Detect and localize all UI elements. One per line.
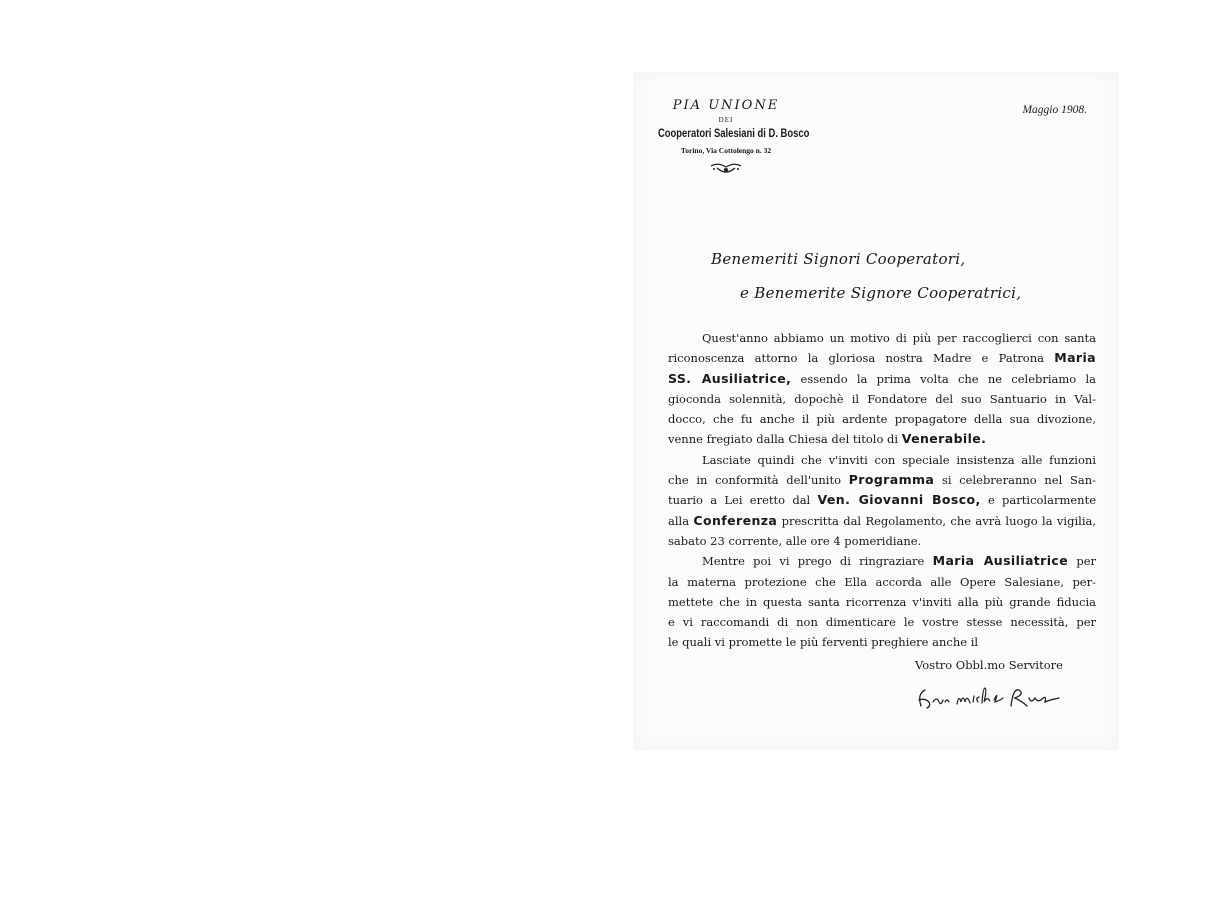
body-line: mettete che in questa santa ricorrenza v'inviti alla più grande fiducia <box>668 594 1096 609</box>
highlight-text: Ven. Giovanni Bosco, <box>817 492 981 508</box>
letterhead-union: PIA UNIONE <box>672 98 780 113</box>
closing-line: Vostro Obbl.mo Servitore <box>915 658 1063 672</box>
letterhead-organization: Cooperatori Salesiani di D. Bosco <box>657 128 810 140</box>
body-line: gioconda solennità, dopochè il Fondatore del suo Santuario in Val- <box>668 391 1096 406</box>
letterhead <box>643 98 809 176</box>
highlight-text: Maria Ausiliatrice <box>932 553 1069 569</box>
highlight-text: Venerabile. <box>901 431 987 447</box>
letterhead-dei: DEI <box>718 116 734 124</box>
letterhead-address: Torino, Via Cottolengo n. 32 <box>680 146 772 155</box>
salutation-line-1: Benemeriti Signori Cooperatori, <box>711 250 966 268</box>
body-line: venne fregiato dalla Chiesa del titolo di Venerabile. <box>668 431 987 447</box>
body-line: Mentre poi vi prego di ringraziare Maria Ausiliatrice per <box>702 553 1097 569</box>
body-line: SS. Ausiliatrice, essendo la prima volta che ne celebriamo la <box>668 370 1096 386</box>
body-line: alla Conferenza prescritta dal Regolamento, che avrà luogo la vigilia, <box>668 512 1097 528</box>
highlight-text: Maria <box>1054 350 1096 366</box>
letter-body <box>668 328 1096 653</box>
highlight-text: Conferenza <box>693 512 778 528</box>
body-line: che in conformità dell'unito Programma si celebreranno nel San- <box>668 472 1096 488</box>
body-line: tuario a Lei eretto dal Ven. Giovanni Bosco, e particolarmente <box>668 492 1097 508</box>
body-line: docco, che fu anche il più ardente propagatore della sua divozione, <box>668 412 1096 427</box>
body-line: riconoscenza attorno la gloriosa nostra Madre e Patrona Maria <box>668 350 1096 366</box>
body-line: la materna protezione che Ella accorda alle Opere Salesiane, per- <box>668 574 1096 589</box>
body-line: Lasciate quindi che v'inviti con speciale insistenza alle funzioni <box>702 452 1096 467</box>
salutation-line-2: e Benemerite Signore Cooperatrici, <box>740 284 1022 302</box>
body-line: e vi raccomandi di non dimenticare le vostre stesse necessità, per <box>668 615 1096 630</box>
ornament-icon <box>709 162 743 176</box>
body-line: le quali vi promette le più ferventi preghiere anche il <box>668 635 979 650</box>
body-line: sabato 23 corrente, alle ore 4 pomeridiane. <box>668 533 922 548</box>
letter-page <box>633 72 1119 750</box>
handwritten-signature <box>915 680 1065 714</box>
highlight-text: Programma <box>848 472 935 488</box>
body-line: Quest'anno abbiamo un motivo di più per raccoglierci con santa <box>702 331 1096 345</box>
highlight-text: SS. Ausiliatrice, <box>668 370 792 386</box>
letter-date: Maggio 1908. <box>1022 104 1087 116</box>
